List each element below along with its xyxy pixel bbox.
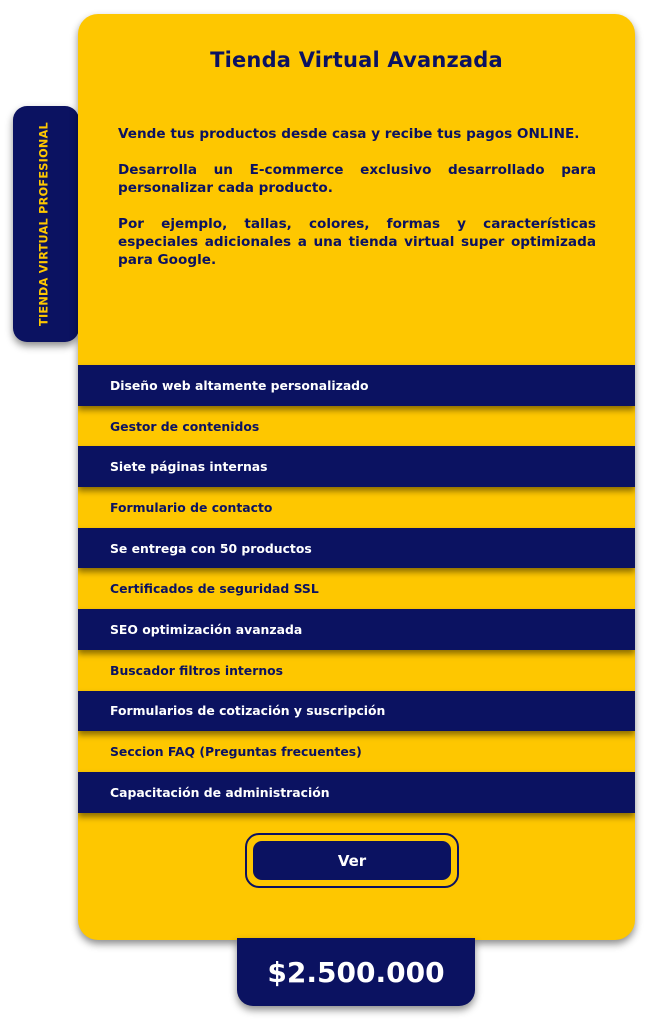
ver-button[interactable]: Ver [253,841,451,880]
description-paragraph: Desarrolla un E-commerce exclusivo desarrollado para personalizar cada producto. [118,162,596,196]
feature-item: Buscador filtros internos [78,650,635,691]
side-tab-label: TIENDA VIRTUAL PROFESIONAL [37,122,51,326]
features-list [78,365,635,813]
pricing-card [78,14,635,940]
feature-item: Formularios de cotización y suscripción [78,691,635,732]
feature-item: Seccion FAQ (Preguntas frecuentes) [78,731,635,772]
feature-item: SEO optimización avanzada [78,609,635,650]
feature-item: Certificados de seguridad SSL [78,568,635,609]
card-title: Tienda Virtual Avanzada [210,48,503,72]
description-paragraph: Vende tus productos desde casa y recibe tus pagos ONLINE. [118,126,580,142]
feature-item: Capacitación de administración [78,772,635,813]
feature-item: Gestor de contenidos [78,406,635,447]
ver-button-frame [245,833,459,888]
feature-item: Siete páginas internas [78,446,635,487]
feature-item: Formulario de contacto [78,487,635,528]
description-paragraph: Por ejemplo, tallas, colores, formas y características especiales adicionales a una tienda virtual super optimizada para Google. [118,216,596,268]
price-tag: $2.500.000 [237,938,475,1006]
feature-item: Se entrega con 50 productos [78,528,635,569]
feature-item: Diseño web altamente personalizado [78,365,635,406]
